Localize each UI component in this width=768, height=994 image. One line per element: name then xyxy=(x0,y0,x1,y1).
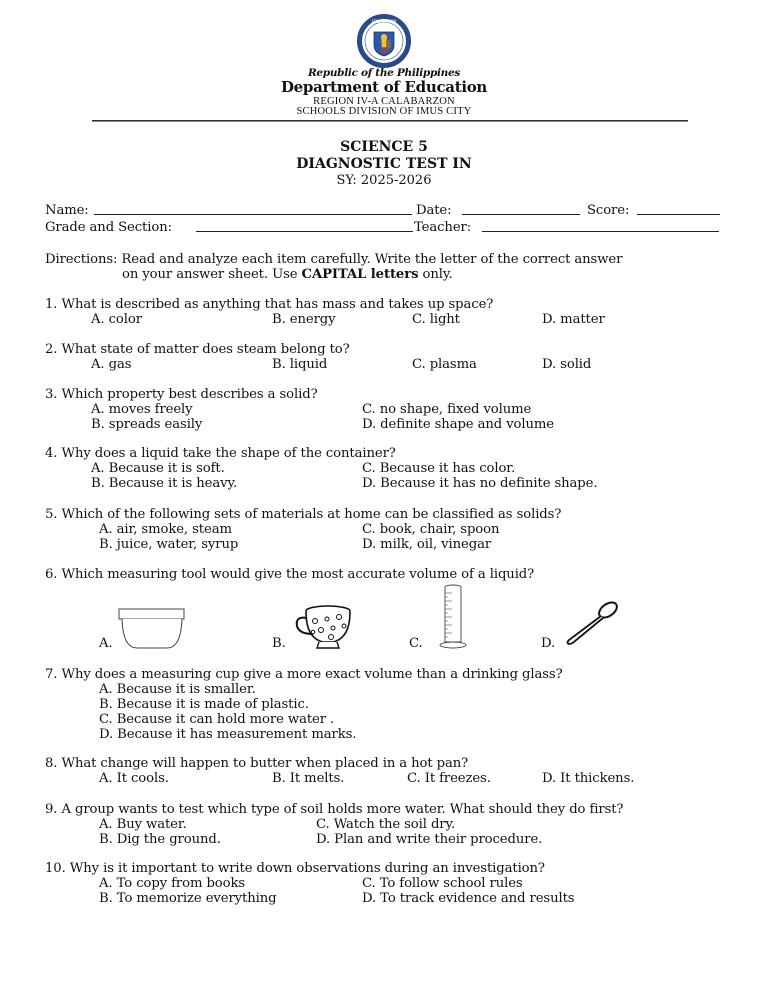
date-label: Date: xyxy=(416,203,452,218)
q8-choice-c: C. It freezes. xyxy=(407,771,491,786)
question-7: 7. Why does a measuring cup give a more exact volume than a drinking glass? xyxy=(45,667,563,682)
q1-choice-b: B. energy xyxy=(272,312,336,327)
score-field[interactable] xyxy=(637,203,720,215)
q4-choice-c: C. Because it has color. xyxy=(362,461,516,476)
q3-choice-d: D. definite shape and volume xyxy=(362,417,554,432)
question-9: 9. A group wants to test which type of soil holds more water. What should they do first? xyxy=(45,802,624,817)
teacher-label: Teacher: xyxy=(414,220,472,235)
q3-choice-a: A. moves freely xyxy=(91,402,193,417)
directions-line-1: Directions: Read and analyze each item carefully. Write the letter of the correct answer xyxy=(45,252,623,267)
question-3: 3. Which property best describes a solid? xyxy=(45,387,318,402)
q6-choice-d: D. xyxy=(541,636,556,651)
q9-choice-b: B. Dig the ground. xyxy=(99,832,221,847)
question-1: 1. What is described as anything that has mass and takes up space? xyxy=(45,297,494,312)
q8-choice-d: D. It thickens. xyxy=(542,771,635,786)
q6-choice-a: A. xyxy=(99,636,113,651)
q10-choice-c: C. To follow school rules xyxy=(362,876,523,891)
name-field[interactable] xyxy=(94,203,412,215)
q9-choice-c: C. Watch the soil dry. xyxy=(316,817,456,832)
q4-choice-a: A. Because it is soft. xyxy=(91,461,225,476)
q5-choice-d: D. milk, oil, vinegar xyxy=(362,537,492,552)
q2-choice-c: C. plasma xyxy=(412,357,477,372)
question-6: 6. Which measuring tool would give the most accurate volume of a liquid? xyxy=(45,567,535,582)
question-4: 4. Why does a liquid take the shape of the container? xyxy=(45,446,396,461)
question-8: 8. What change will happen to butter when placed in a hot pan? xyxy=(45,756,469,771)
teacher-field[interactable] xyxy=(482,220,719,232)
name-label: Name: xyxy=(45,203,89,218)
q2-choice-d: D. solid xyxy=(542,357,592,372)
header-divider xyxy=(92,120,688,122)
q9-choice-a: A. Buy water. xyxy=(99,817,187,832)
q7-choice-a: A. Because it is smaller. xyxy=(99,682,256,697)
q7-choice-c: C. Because it can hold more water . xyxy=(99,712,335,727)
q7-choice-d: D. Because it has measurement marks. xyxy=(99,727,357,742)
q8-choice-a: A. It cools. xyxy=(99,771,169,786)
school-year: SY: 2025-2026 xyxy=(336,173,432,188)
teacup-icon xyxy=(293,604,355,654)
directions-text-end: only. xyxy=(418,267,453,282)
q6-choice-b: B. xyxy=(272,636,286,651)
q5-choice-b: B. juice, water, syrup xyxy=(99,537,239,552)
q3-choice-c: C. no shape, fixed volume xyxy=(362,402,532,417)
directions-text: on your answer sheet. Use xyxy=(122,267,302,282)
q5-choice-c: C. book, chair, spoon xyxy=(362,522,500,537)
q8-choice-b: B. It melts. xyxy=(272,771,345,786)
bowl-icon xyxy=(117,608,187,654)
directions-emphasis: CAPITAL letters xyxy=(301,267,419,282)
q6-choice-c: C. xyxy=(409,636,423,651)
republic-text: Republic of the Philippines xyxy=(307,67,461,79)
grade-section-label: Grade and Section: xyxy=(45,220,172,235)
q1-choice-a: A. color xyxy=(91,312,142,327)
q2-choice-a: A. gas xyxy=(91,357,132,372)
graduated-cylinder-icon xyxy=(438,584,468,654)
svg-text:EDUKASYON: EDUKASYON xyxy=(371,19,397,24)
test-subject-title: SCIENCE 5 xyxy=(340,139,428,155)
q1-choice-d: D. matter xyxy=(542,312,605,327)
q3-choice-b: B. spreads easily xyxy=(91,417,203,432)
division-text: SCHOOLS DIVISION OF IMUS CITY xyxy=(296,106,472,117)
q5-choice-a: A. air, smoke, steam xyxy=(99,522,232,537)
q10-choice-d: D. To track evidence and results xyxy=(362,891,575,906)
score-label: Score: xyxy=(587,203,630,218)
date-field[interactable] xyxy=(462,203,580,215)
q1-choice-c: C. light xyxy=(412,312,460,327)
question-2: 2. What state of matter does steam belong to? xyxy=(45,342,350,357)
department-text: Department of Education xyxy=(280,78,488,96)
q4-choice-d: D. Because it has no definite shape. xyxy=(362,476,598,491)
directions-line-2 xyxy=(122,267,453,282)
q2-choice-b: B. liquid xyxy=(272,357,328,372)
spoon-icon xyxy=(563,600,621,650)
deped-seal-logo xyxy=(357,14,411,68)
test-title: DIAGNOSTIC TEST IN xyxy=(296,156,472,172)
region-text: REGION IV-A CALABARZON xyxy=(313,96,455,107)
question-10: 10. Why is it important to write down observations during an investigation? xyxy=(45,861,545,876)
q9-choice-d: D. Plan and write their procedure. xyxy=(316,832,543,847)
grade-section-field[interactable] xyxy=(196,220,413,232)
q10-choice-a: A. To copy from books xyxy=(99,876,246,891)
q10-choice-b: B. To memorize everything xyxy=(99,891,277,906)
question-5: 5. Which of the following sets of materials at home can be classified as solids? xyxy=(45,507,562,522)
q4-choice-b: B. Because it is heavy. xyxy=(91,476,238,491)
q7-choice-b: B. Because it is made of plastic. xyxy=(99,697,309,712)
